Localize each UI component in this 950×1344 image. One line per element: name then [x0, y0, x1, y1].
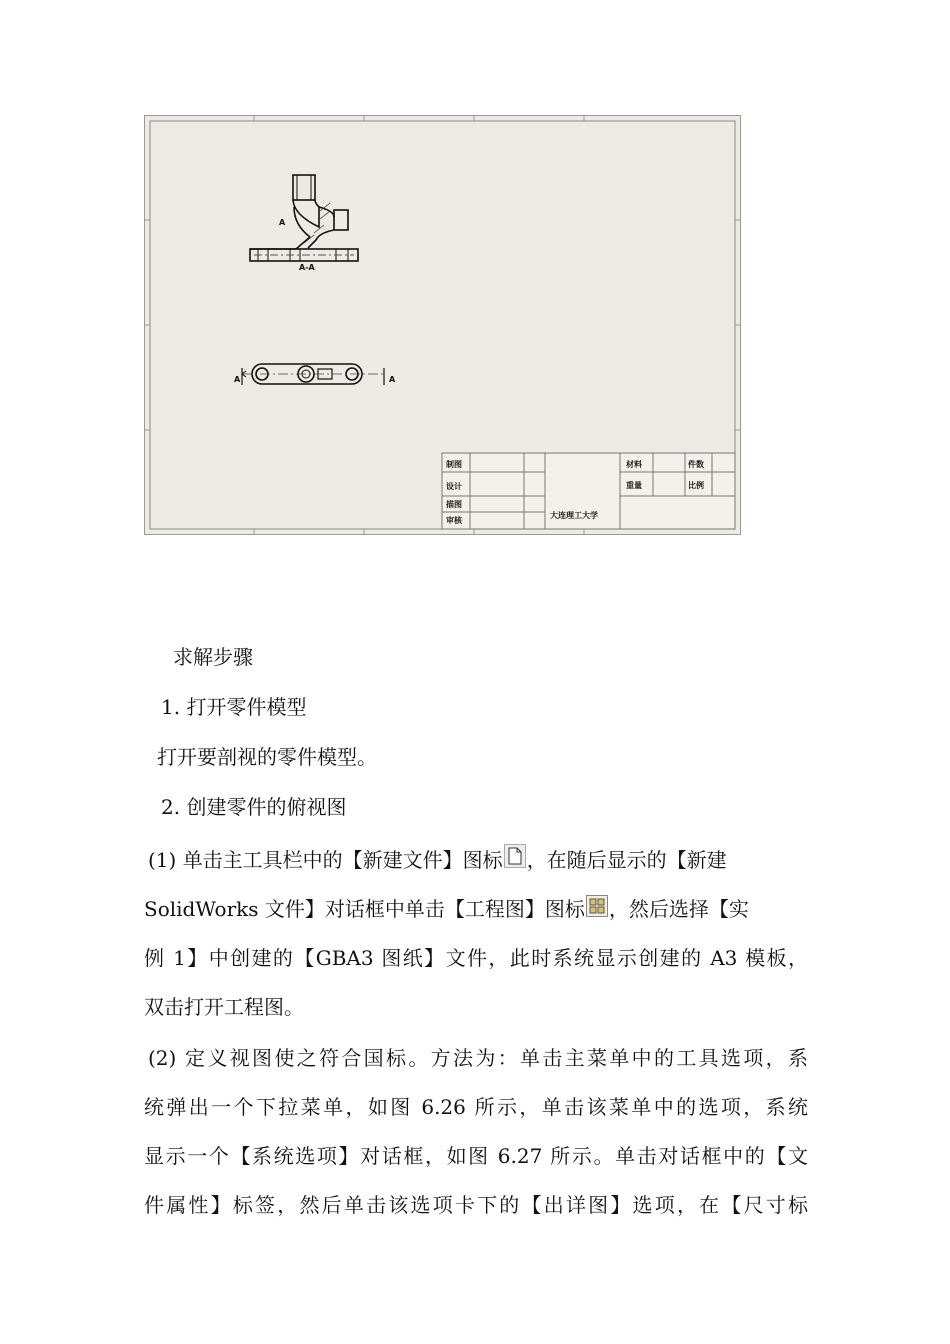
tb-review: 审核 — [446, 516, 462, 525]
p1-line3: 例 1】中创建的【GBA3 图纸】文件，此时系统显示创建的 A3 模板， — [144, 946, 808, 970]
p2-line4: 件属性】标签，然后单击该选项卡下的【出详图】选项，在【尺寸标 — [144, 1193, 808, 1217]
p1-text-c: SolidWorks 文件】对话框中单击【工程图】图标 — [144, 897, 585, 921]
p2-line3: 显示一个【系统选项】对话框，如图 6.27 所示。单击对话框中的【文 — [144, 1144, 808, 1168]
heading: 求解步骤 — [173, 645, 253, 669]
p2-line1: (2) 定义视图使之符合国标。方法为：单击主菜单中的工具选项，系 — [148, 1046, 808, 1070]
p1-line4: 双击打开工程图。 — [144, 995, 304, 1019]
tb-qty: 件数 — [688, 460, 704, 469]
tb-check: 描图 — [446, 500, 462, 509]
cut-plane-label-left: A — [234, 375, 241, 384]
step1-body: 打开要剖视的零件模型。 — [157, 745, 377, 769]
p1-text-d: ，然后选择【实 — [608, 897, 749, 921]
tb-drawn: 制图 — [446, 460, 462, 469]
tb-material: 材料 — [626, 460, 642, 469]
tb-design: 设计 — [446, 482, 462, 491]
drawing-sheet — [144, 115, 741, 535]
tb-scale: 比例 — [688, 481, 704, 490]
p1-line1 — [148, 836, 812, 886]
tb-weight: 重量 — [626, 481, 642, 490]
p2-line2: 统弹出一个下拉菜单，如图 6.26 所示，单击该菜单中的选项，系统 — [144, 1095, 808, 1119]
section-view-label: A-A — [299, 263, 315, 272]
section-mark-a: A — [279, 218, 286, 227]
new-document-icon[interactable] — [504, 837, 526, 886]
p1-line2 — [144, 885, 812, 935]
step2-title: 2. 创建零件的俯视图 — [161, 795, 347, 819]
drawing-template-icon[interactable] — [586, 886, 608, 935]
cut-plane-label-right: A — [389, 375, 396, 384]
step1-title: 1. 打开零件模型 — [161, 695, 307, 719]
p1-text-b: ，在随后显示的【新建 — [526, 848, 727, 872]
drawing-svg — [144, 115, 741, 535]
tb-school: 大连理工大学 — [550, 511, 598, 520]
p1-text-a: (1) 单击主工具栏中的【新建文件】图标 — [148, 848, 503, 872]
